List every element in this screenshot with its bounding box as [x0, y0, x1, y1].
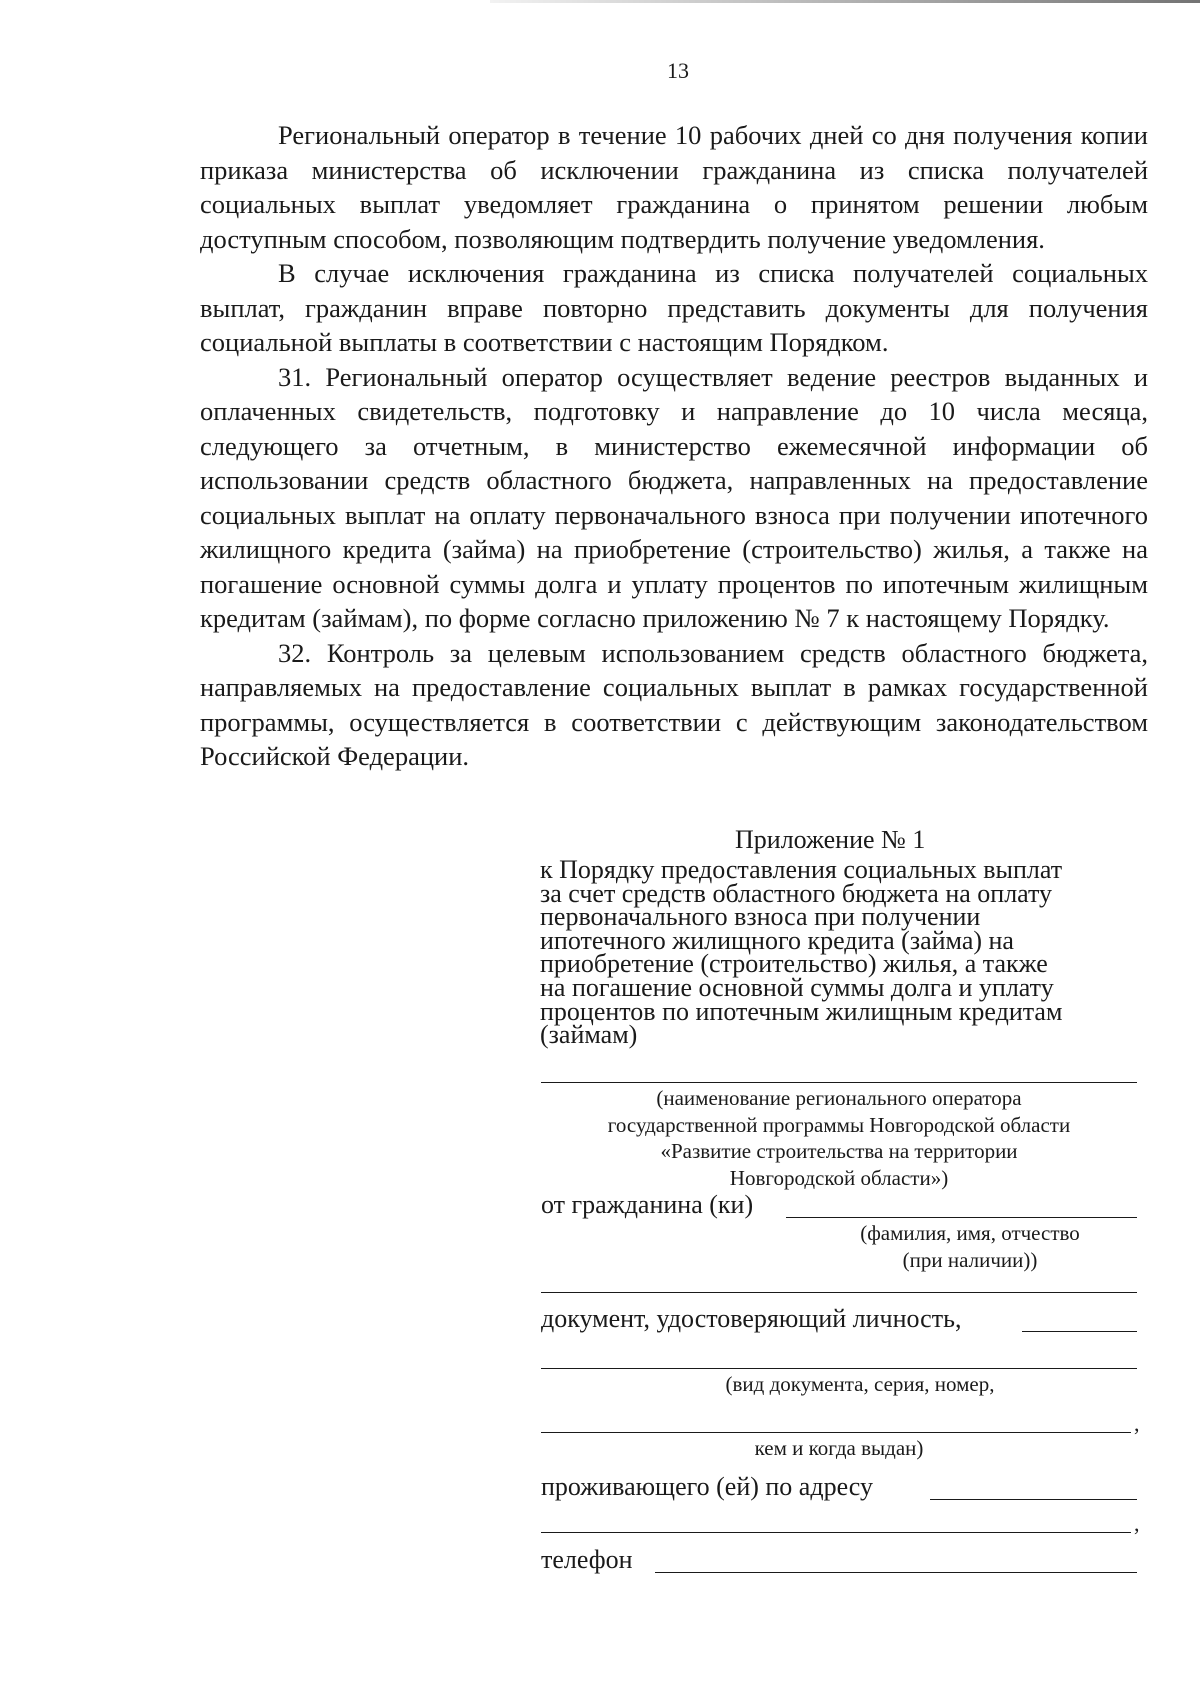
address-line[interactable] [930, 1499, 1137, 1500]
doc-caption-issued: кем и когда выдан) [754, 1436, 924, 1460]
appendix-line: (займам) [540, 1020, 638, 1050]
paragraph-notification: Региональный оператор в течение 10 рабочих дней со дня получения копии приказа министерства об исключении гражданина из списка получателей социальных выплат уведомляет гражданина о принятом решении любым доступным способом, позволяющим подтвердить получение уведомления. [200, 120, 1148, 254]
phone-line[interactable] [655, 1572, 1137, 1573]
operator-name-line[interactable] [541, 1082, 1137, 1083]
doc-issued-comma: , [1134, 1411, 1140, 1436]
appendix-description [540, 855, 1120, 1050]
appendix-title: Приложение № 1 [735, 825, 926, 854]
address-label: проживающего (ей) по адресу [541, 1472, 873, 1501]
page-number: 13 [667, 58, 689, 83]
appendix-line: на погашение основной суммы долга и уплату [540, 972, 1054, 1002]
paragraph-32: 32. Контроль за целевым использованием средств областного бюджета, направляемых на предоставление социальных выплат в рамках государственной программы, осуществляется в соответствии с действующим законодательством Российской Федерации. [200, 637, 1148, 771]
appendix-line: процентов по ипотечным жилищным кредитам [540, 996, 1063, 1026]
appendix-line: ипотечного жилищного кредита (займа) на [540, 925, 1014, 955]
identity-doc-line-2[interactable] [541, 1368, 1137, 1369]
identity-doc-line[interactable] [1022, 1331, 1137, 1332]
appendix-line: за счет средств областного бюджета на оплату [540, 878, 1053, 908]
from-citizen-label: от гражданина (ки) [541, 1190, 754, 1219]
appendix-header [540, 824, 1140, 1050]
doc-issued-line[interactable] [541, 1432, 1131, 1433]
citizen-name-line-2[interactable] [541, 1292, 1137, 1293]
phone-label: телефон [541, 1545, 633, 1574]
address-line-2[interactable] [541, 1532, 1131, 1533]
appendix-line: к Порядку предоставления социальных выплат [540, 855, 1063, 884]
body-text [200, 118, 1148, 774]
citizen-name-caption: (фамилия, имя, отчество (при наличии)) [860, 1221, 1080, 1272]
paragraph-31: 31. Региональный оператор осуществляет ведение реестров выданных и оплаченных свидетельств, подготовку и направление до 10 числа месяца, следующего за отчетным, в министерство ежемесячной информации об использовании средств областного бюджета, направленных на предоставление социальных выплат на оплату первоначального взноса при получении ипотечного жилищного кредита (займа) на приобретение (строительство) жилья, а также на погашение основной суммы долга и уплату процентов по ипотечным жилищным кредитам (займам), по форме согласно приложению № 7 к настоящему Порядку. [200, 361, 1148, 633]
appendix-line: приобретение (строительство) жилья, а также [540, 949, 1048, 979]
address-comma: , [1134, 1511, 1140, 1536]
citizen-name-line[interactable] [786, 1217, 1137, 1218]
doc-caption-type: (вид документа, серия, номер, [725, 1372, 995, 1396]
appendix-line: первоначального взноса при получении [540, 902, 981, 932]
operator-caption: (наименование регионального оператора государственной программы Новгородской области «Развитие строительства на территории Новгородской области») [607, 1086, 1071, 1190]
identity-doc-label: документ, удостоверяющий личность, [541, 1304, 962, 1333]
scan-edge [490, 0, 1200, 3]
paragraph-exclusion: В случае исключения гражданина из списка получателей социальных выплат, гражданин вправе повторно представить документы для получения социальной выплаты в соответствии с настоящим Порядком. [200, 258, 1148, 357]
